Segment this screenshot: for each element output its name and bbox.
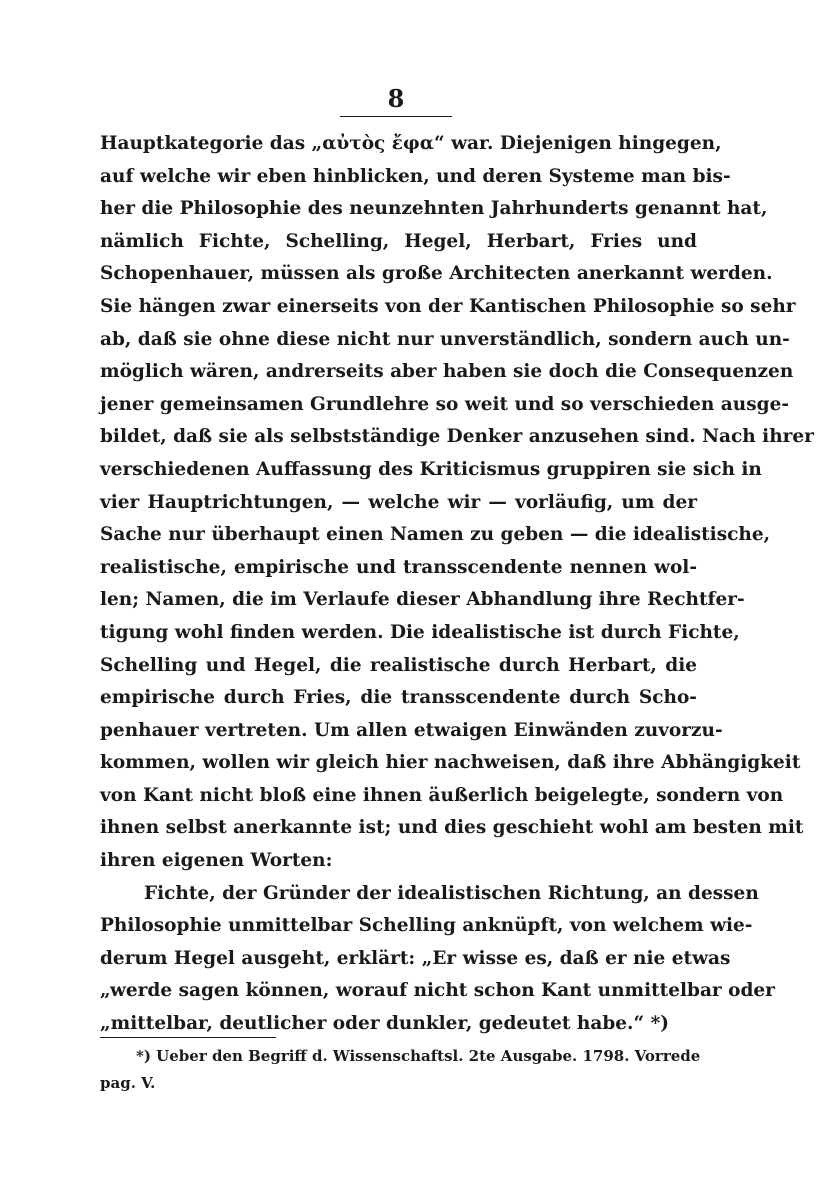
text-line: penhauer vertreten. Um allen etwaigen Einwänden zuvorzu- [100,719,723,741]
page-number: 8 [387,84,405,113]
footnote-rule [100,1037,276,1038]
body-text [100,128,814,1041]
text-line: kommen, wollen wir gleich hier nachweisen, daß ihre Abhängigkeit [100,752,801,774]
text-line: Sache nur überhaupt einen Namen zu geben — die idealistische, [100,524,771,546]
text-line: tigung wohl finden werden. Die idealistische ist durch Fichte, [100,621,740,643]
text-line: realistische, empirische und transscendente nennen wol- [100,556,697,578]
text-line: nämlich Fichte, Schelling, Hegel, Herbart, Fries und [100,230,697,252]
text-line: Sie hängen zwar einerseits von der Kantischen Philosophie so sehr [100,295,796,317]
text-line: ihren eigenen Worten: [100,850,333,872]
footnote-line: *) Ueber den Begriff d. Wissenschaftsl. 2te Ausgabe. 1798. Vorrede [136,1047,701,1065]
footnote [100,1043,701,1097]
text-line: verschiedenen Auffassung des Kriticismus gruppiren sie sich in [100,458,762,480]
text-line: jener gemeinsamen Grundlehre so weit und so verschieden ausge- [100,393,790,415]
text-line: derum Hegel ausgeht, erklärt: „Er wisse es, daß er nie etwas [100,947,731,969]
text-line: empirische durch Fries, die transscendente durch Scho- [100,687,697,709]
text-line: „werde sagen können, worauf nicht schon Kant unmittelbar oder [100,980,775,1002]
text-line: Schopenhauer, müssen als große Architecten anerkannt werden. [100,263,773,285]
text-line: möglich wären, andrerseits aber haben sie doch die Consequenzen [100,361,794,383]
text-line: Hauptkategorie das „αὐτὸς ἔφα“ war. Diejenigen hingegen, [100,133,722,154]
header-rule [340,116,452,117]
text-line: vier Hauptrichtungen, — welche wir — vorläufig, um der [100,491,697,513]
text-line: „mittelbar, deutlicher oder dunkler, gedeutet habe.“ *) [100,1013,669,1035]
text-line: bildet, daß sie als selbstständige Denker anzusehen sind. Nach ihrer [100,426,814,448]
text-line: auf welche wir eben hinblicken, und deren Systeme man bis- [100,165,731,187]
text-line: len; Namen, die im Verlaufe dieser Abhandlung ihre Rechtfer- [100,589,745,611]
text-line: Schelling und Hegel, die realistische durch Herbart, die [100,654,697,676]
text-line: Fichte, der Gründer der idealistischen Richtung, an dessen [144,882,759,904]
text-line: ab, daß sie ohne diese nicht nur unverständlich, sondern auch un- [100,328,790,350]
text-line: Philosophie unmittelbar Schelling anknüpft, von welchem wie- [100,915,753,937]
text-line: her die Philosophie des neunzehnten Jahrhunderts genannt hat, [100,198,768,220]
text-line: von Kant nicht bloß eine ihnen äußerlich beigelegte, sondern von [100,784,784,806]
footnote-line: pag. V. [100,1074,156,1092]
text-line: ihnen selbst anerkannte ist; und dies geschieht wohl am besten mit [100,817,804,839]
